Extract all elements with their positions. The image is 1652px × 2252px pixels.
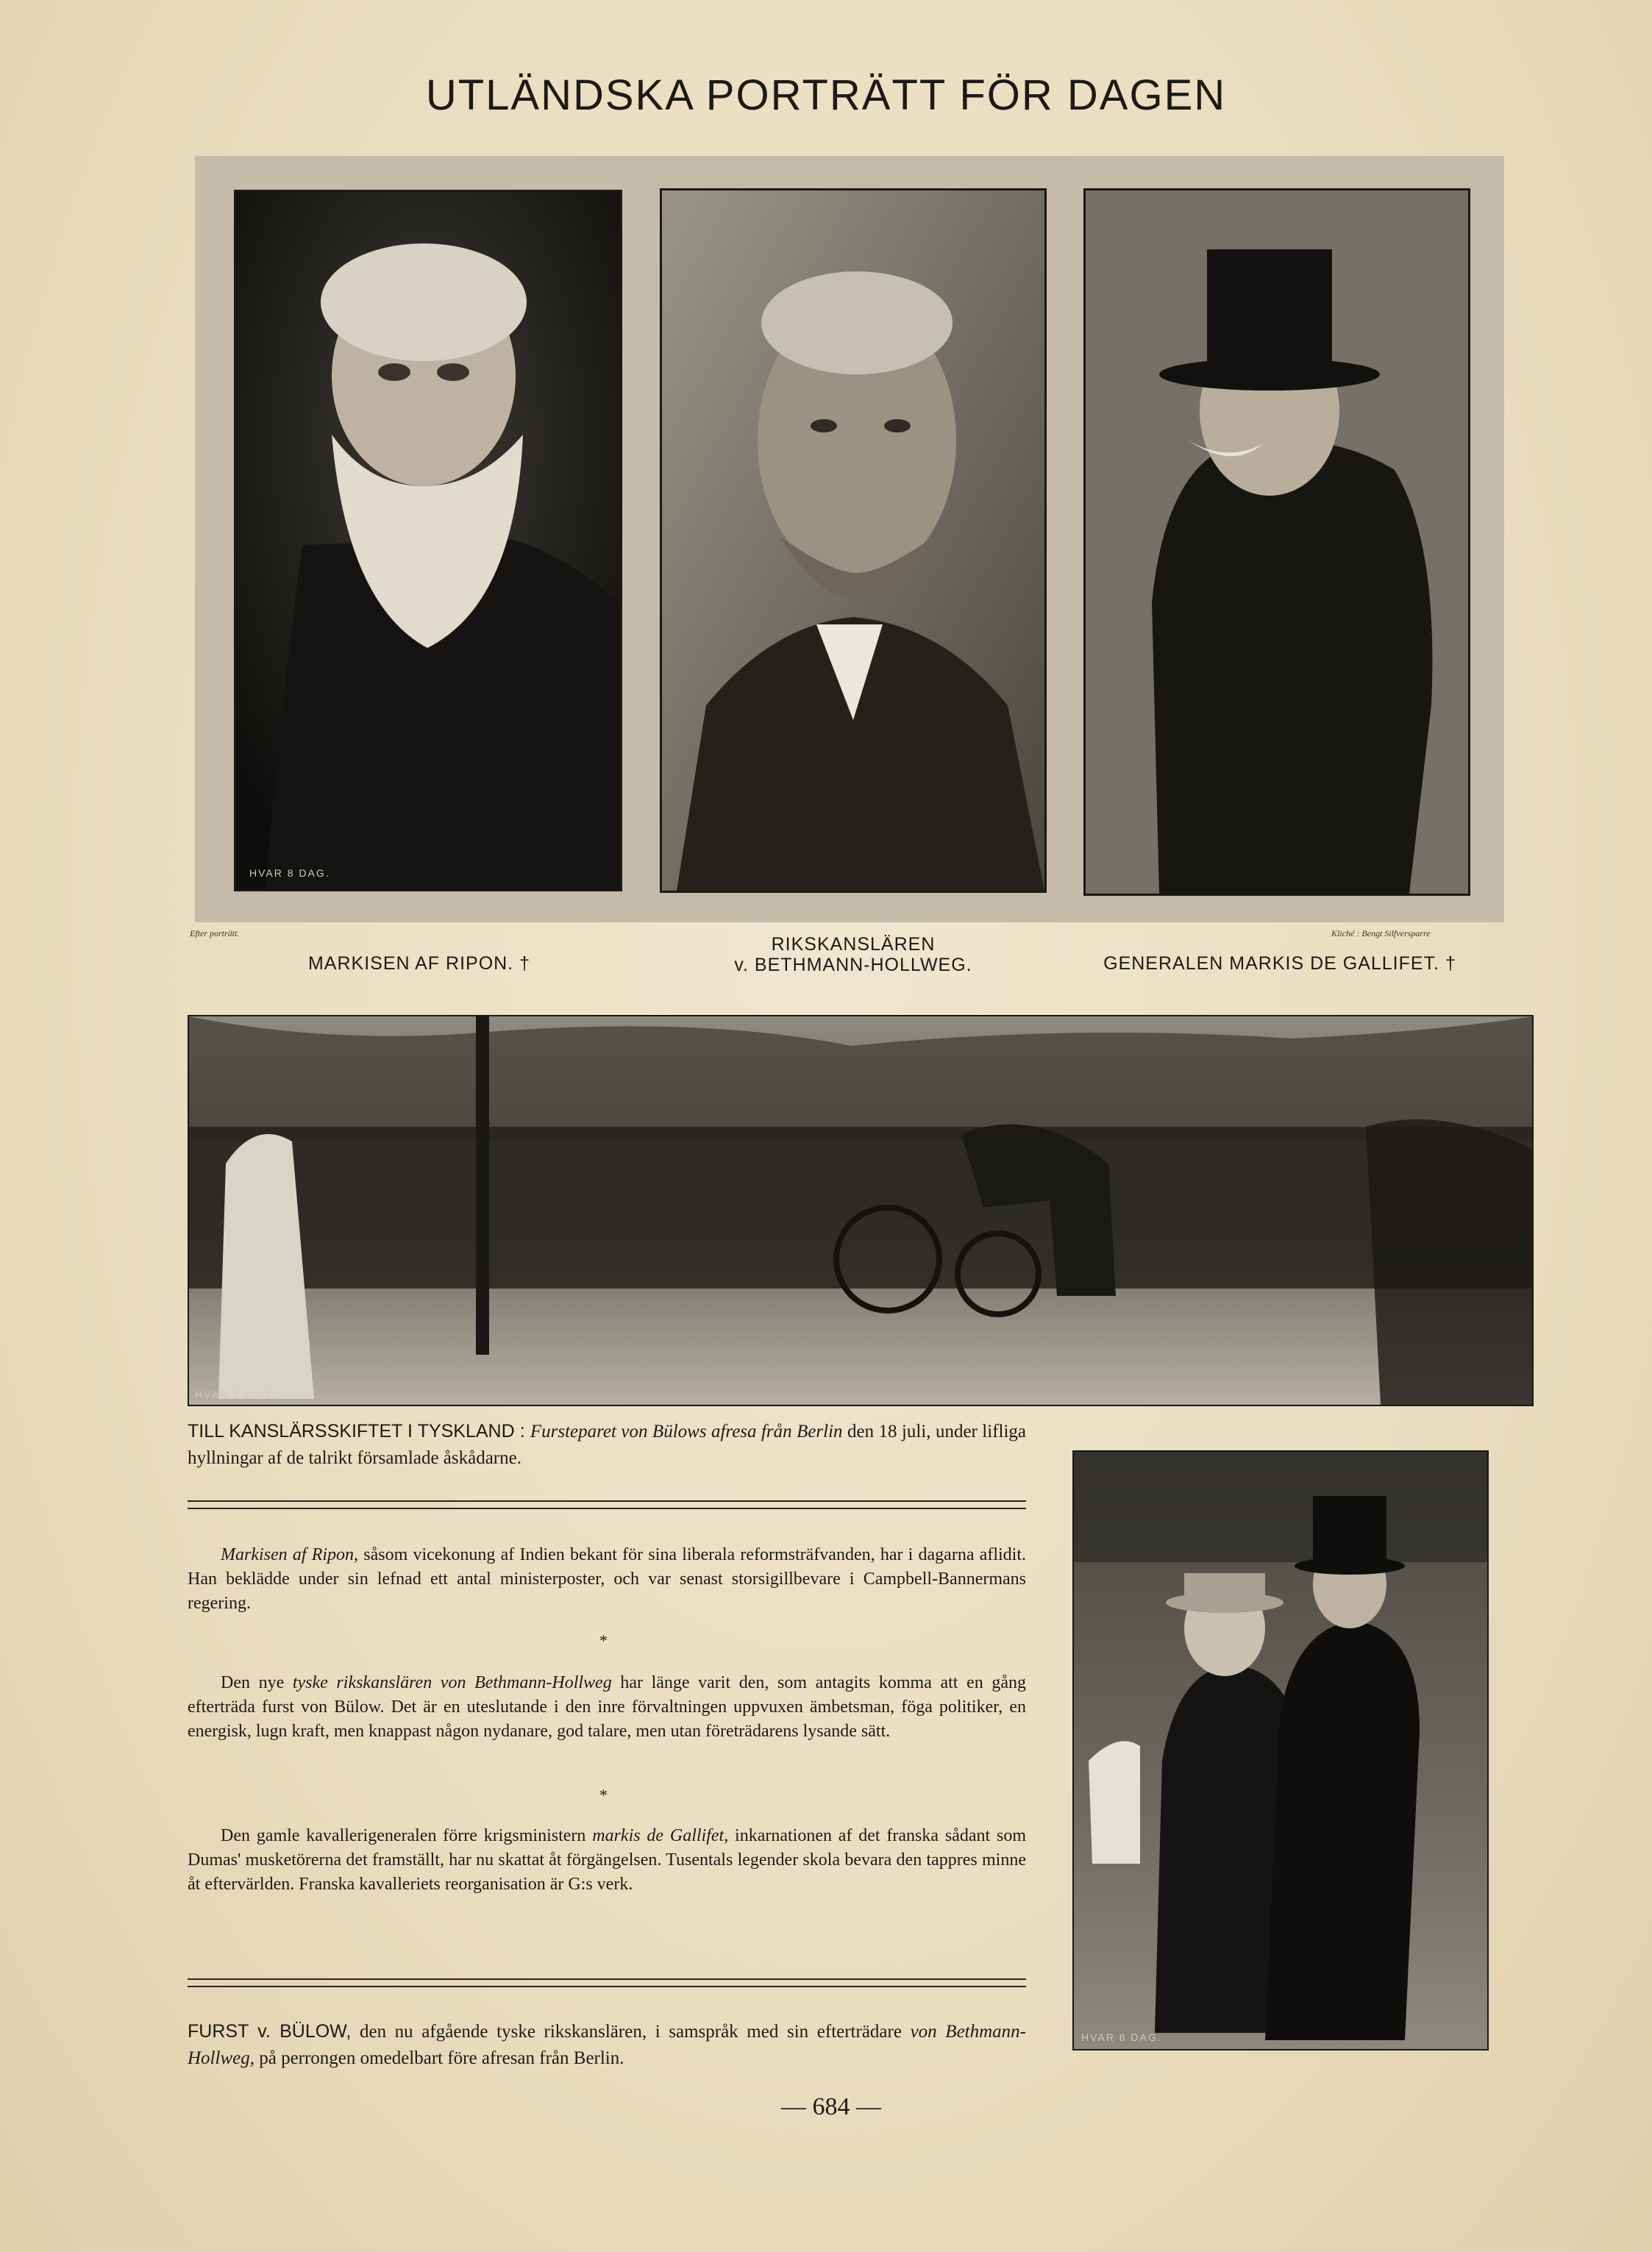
caption-bethmann-line2: v. BETHMANN-HOLLWEG. (734, 955, 972, 975)
photo-stamp: HVAR 8 DAG. (249, 867, 330, 879)
page-title: UTLÄNDSKA PORTRÄTT FÖR DAGEN (425, 71, 1227, 119)
photo-credit-ripon: Efter porträtt. (190, 928, 240, 938)
caption-gallifet: GENERALEN MARKIS DE GALLIFET. † (1103, 953, 1456, 974)
portrait-gallifet-photo (1083, 188, 1470, 896)
bulow-caption-rest: på perrongen omedelbart före afresan från Berlin. (254, 2048, 624, 2068)
crowd-caption (188, 1418, 1026, 1472)
article-gallifet (188, 1824, 1026, 1897)
section-asterisk: * (599, 1786, 608, 1804)
separator-rule (188, 1978, 1026, 1980)
separator-rule (188, 1500, 1026, 1502)
article-bethmann (188, 1671, 1026, 1744)
article-ripon (188, 1543, 1026, 1616)
article-ripon-text: såsom vicekonung af Indien bekant för sina liberala reformsträfvanden, har i dagarna aflidit. Han beklädde under sin lefnad ett antal ministerposter, och var senast storsigillbevare i Campbell-Bannermans regering. (188, 1545, 1026, 1613)
photo-credit-gallifet: Kliché : Bengt Silfversparre (1331, 928, 1431, 938)
page-number: — 684 — (781, 2093, 881, 2120)
section-asterisk: * (599, 1631, 608, 1650)
bulow-caption (188, 2018, 1026, 2072)
portrait-bethmann-photo (660, 188, 1047, 893)
article-gallifet-text: inkarnationen af det franska sådant som Dumas' musketörerna det framställt, har nu skattat åt förgängelsen. Tusentals legender skola bevara den tappres minne åt eftervärlden. Franska kavalleriets reorganisation är G:s verk. (188, 1826, 1026, 1894)
article-bethmann-text: har länge varit den, som antagits komma att en gång efterträda furst von Bülow. Det är en uteslutande i den inre förvaltningen uppvuxen ämbetsman, föga politiker, en energisk, lugn kraft, men knappast någon nydanare, god talare, men utan företrädarens lysande sätt. (188, 1673, 1026, 1741)
crowd-caption-rest: den 18 juli, under lifliga hyllningar af de talrikt församlade åskådarne. (188, 1422, 1027, 1468)
article-bethmann-italic: tyske rikskanslären von Bethmann-Hollweg (292, 1673, 612, 1692)
bulow-photo (1072, 1450, 1489, 2050)
bulow-caption-italic: von Bethmann-Hollweg, (188, 2022, 1026, 2068)
crowd-caption-lead: TILL KANSLÄRSSKIFTET I TYSKLAND : (188, 1421, 530, 1442)
bulow-caption-text: den nu afgående tyske rikskanslären, i samspråk med sin efterträdare (351, 2022, 911, 2042)
bulow-caption-lead: FURST v. BÜLOW, (188, 2021, 352, 2042)
article-gallifet-italic: markis de Gallifet, (592, 1826, 729, 1845)
caption-bethmann-line1: RIKSKANSLÄREN (771, 934, 936, 955)
article-ripon-italic: Markisen af Ripon, (221, 1545, 359, 1564)
photo-stamp: HVAR 8 DAG. (195, 1389, 276, 1400)
separator-rule (188, 1986, 1026, 1987)
photo-stamp: HVAR 8 DAG. (1081, 2031, 1162, 2043)
caption-ripon: MARKISEN AF RIPON. † (307, 953, 530, 974)
article-bethmann-lead: Den nye (221, 1673, 293, 1692)
crowd-photo (188, 1015, 1534, 1406)
crowd-caption-italic: Fursteparet von Bülows afresa från Berlin (530, 1422, 843, 1442)
separator-rule (188, 1508, 1026, 1509)
article-gallifet-lead: Den gamle kavallerigeneralen förre krigsministern (221, 1826, 593, 1845)
portrait-ripon-photo (234, 190, 622, 891)
